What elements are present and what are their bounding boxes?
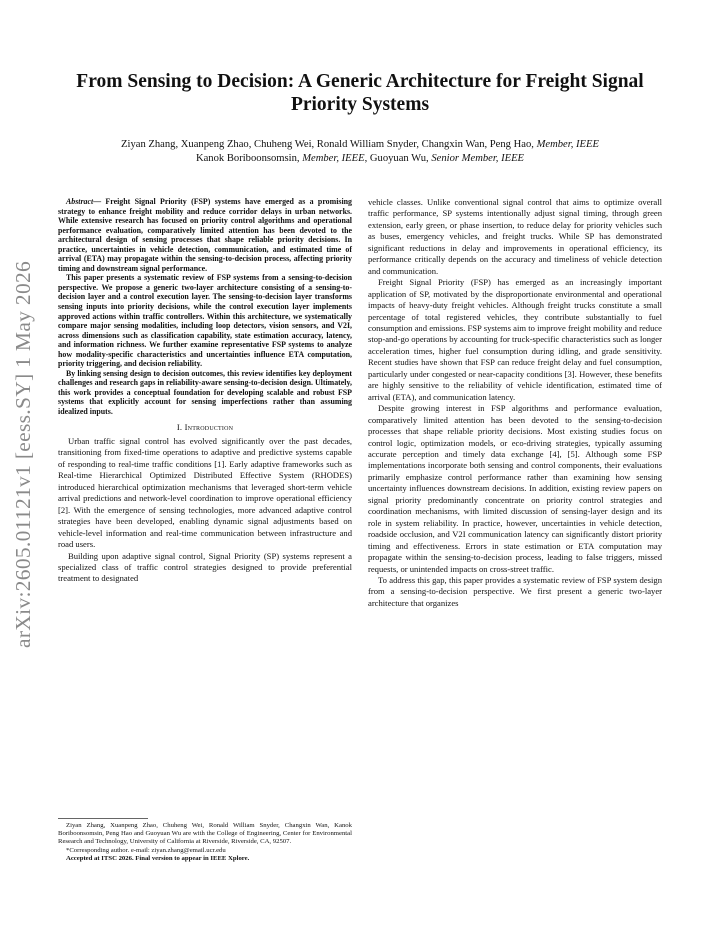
intro-paragraph-fsp: Freight Signal Priority (FSP) has emerged as an increasingly important application of SP, motivated by the disproportionate environmental and operational impacts of heavy-duty freight vehicles. Although freight trucks constitute a small percentage of total registered vehicles, they contribute substantially to fuel consumption and emissions. FSP systems aim to improve freight mobility and reduce stop-and-go operations by accounting for truck-specific characteristics such as longer acceleration times, higher fuel consumption during idling, and grade sensitivity. Recent studies have shown that FSP can reduce freight delay and fuel consumption, particularly under congested or near-capacity conditions [3]. However, these benefits are highly sensitive to the reliability of vehicle identification, estimated time of arrival (ETA), and communication latency. [368, 277, 662, 402]
paper-title: From Sensing to Decision: A Generic Architecture for Freight Signal Priority Systems [76, 71, 644, 115]
abstract-label: Abstract [66, 197, 94, 206]
authors-line2-name-a: Kanok Boriboonsomsin, [195, 153, 300, 164]
introduction-body-left [58, 436, 352, 585]
arxiv-stamp: arXiv:2605.01121v1 [eess.SY] 1 May 2026 [11, 260, 35, 648]
section-number: I. [176, 421, 183, 432]
intro-paragraph-continued: vehicle classes. Unlike conventional signal control that aims to optimize overall traffic performance, SP systems intentionally adjust signal timing, through green extension, early green, or phase insertion, to reduce delay for priority vehicles such as buses, emergency vehicles, and freight trucks. While SP has demonstrated significant reductions in delay and improvements in operational efficiency, its performance critically depends on the accuracy and timeliness of vehicle detection and communication. [368, 197, 662, 276]
abstract-paragraph-3: By linking sensing design to decision outcomes, this review identifies key deployment challenges and research gaps in reliability-aware sensing-to-decision design. Ultimately, this work provides a conceptual foundation for developing scalable and robust FSP systems that explicitly account for sensing imperfections rather than assuming idealized inputs. [58, 368, 352, 417]
author-line-1 [121, 139, 599, 150]
intro-paragraph-contribution: To address this gap, this paper provides a systematic review of FSP system design from a sensing-to-decision perspective. We first present a generic two-layer architecture that organizes [368, 574, 662, 608]
authors-line2-membership-b: Senior Member, IEEE [431, 153, 525, 164]
authors-line2-membership-a: Member, IEEE [302, 153, 365, 164]
footnote-accepted: Accepted at ITSC 2026. Final version to appear in IEEE Xplore. [66, 854, 250, 862]
footnote [58, 822, 352, 863]
footnote-rule [58, 818, 148, 819]
footnote-corresponding: *Corresponding author. e-mail: ziyan.zhang@email.ucr.edu [66, 846, 226, 854]
authors-line2-name-b: , Guoyuan Wu, [364, 153, 429, 164]
author-list [55, 138, 665, 166]
footnote-affiliations: Ziyan Zhang, Xuanpeng Zhao, Chuheng Wei, Ronald William Snyder, Changxin Wan, Kanok Boriboonsomsin, Peng Hao and Guoyuan Wu are with the College of Engineering, Center for Environmental Research and Technology, University of California at Riverside, Riverside, CA, 92507. [58, 822, 352, 846]
section-title: Introduction [184, 421, 234, 432]
intro-paragraph-gap: Despite growing interest in FSP algorithms and performance evaluation, comparatively limited attention has been devoted to the sensing-to-decision processes that shape reliable priority decisions. Most existing studies focus on control logic, optimization models, or eco-driving strategies, typically assuming accurate perception and timely data exchange [4], [5]. Although some FSP implementations incorporate both sensing and control components, their evaluations primarily emphasize control performance rather than examining how sensing uncertainty influences downstream decisions. In addition, existing review papers on signal priority predominantly concentrate on priority control strategies and coordination mechanisms, with limited discussion of sensing-layer design and its role in system reliability. In practice, however, uncertainties in vehicle detection, roadside occlusion, and V2I communication latency can significantly distort priority timing and effectiveness. Errors in state estimation or ETA computation may propagate within the sensing-to-decision process, leading to false triggers, missed requests, or unintended impacts on cross-street traffic. [368, 403, 662, 574]
abstract [58, 197, 352, 417]
abstract-paragraph-1 [58, 197, 352, 273]
intro-paragraph-1: Urban traffic signal control has evolved significantly over the past decades, transitioning from fixed-time operations to adaptive and predictive systems capable of responding to real-time traffic conditions [1]. Early adaptive frameworks such as Real-time Hierarchical Optimized Distributed Effective System (RHODES) introduced hierarchical optimization mechanisms that leveraged short-term vehicle arrival predictions and network-level coordination to improve operational efficiency [2]. With the emergence of sensing technologies, more advanced adaptive control strategies have been developed, enabling dynamic signal adjustments based on vehicle-level information and real-time communication between infrastructure and road users. [58, 436, 352, 550]
authors-line1-membership: Member, IEEE [536, 139, 599, 150]
left-column [58, 197, 352, 585]
right-column [368, 197, 662, 609]
abstract-dash: — [93, 197, 102, 206]
abstract-paragraph-2: This paper presents a systematic review of FSP systems from a sensing-to-decision perspective. We propose a generic two-layer architecture consisting of a sensing-to-decision layer and a control execution layer. The sensing-to-decision layer transforms sensing inputs into priority decisions, while the control execution layer implements approved actions within traffic controllers. Within this architecture, we systematically compare major sensing modalities, including loop detectors, vision sensors, and V2I, across dimensions such as classification capability, state estimation accuracy, latency, and information richness. We further examine representative FSP systems to analyze how modality-specific characteristics and uncertainties influence ETA computation, priority triggering, and decision reliability. [58, 273, 352, 369]
authors-line1-names: Ziyan Zhang, Xuanpeng Zhao, Chuheng Wei, Ronald William Snyder, Changxin Wan, Peng Hao, [121, 139, 534, 150]
author-line-2 [196, 153, 524, 164]
intro-paragraph-2: Building upon adaptive signal control, Signal Priority (SP) systems represent a specialized class of traffic control strategies designed to provide preferential treatment to designated [58, 550, 352, 584]
section-heading-introduction [58, 422, 352, 433]
abstract-p1-text: Freight Signal Priority (FSP) systems have emerged as a promising strategy to enhance freight mobility and reduce corridor delays in urban networks. While extensive research has focused on priority control algorithms and operational performance evaluation, comparatively limited attention has been devoted to the architectural design of sensing processes that shape reliable priority decisions. In practice, uncertainties in vehicle detection, communication, and estimated time of arrival (ETA) may propagate within the sensing-to-decision process, affecting priority timing and downstream signal performance. [58, 197, 352, 273]
